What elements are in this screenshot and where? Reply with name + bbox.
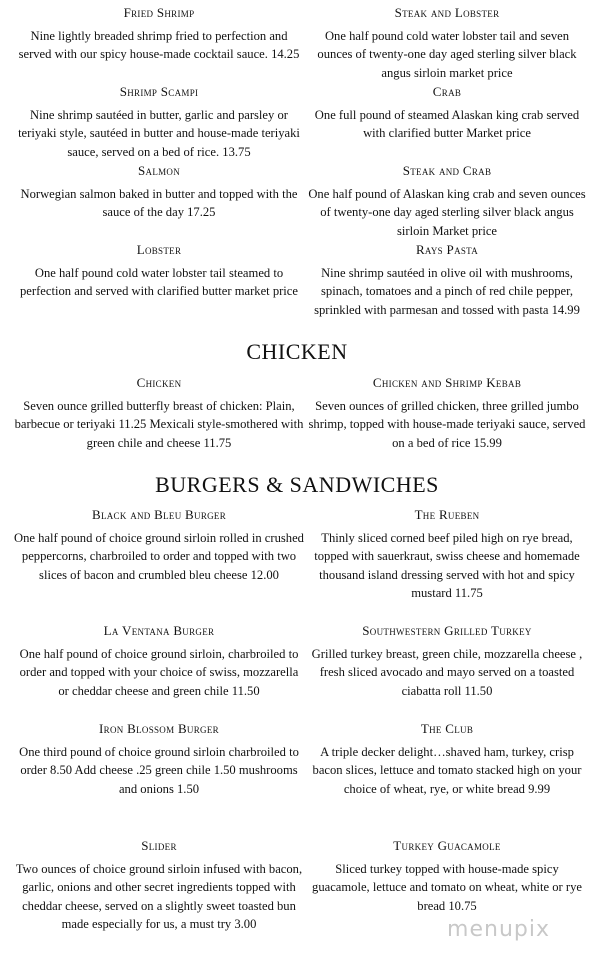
item-name: Fried Shrimp: [123, 5, 195, 20]
menu-item-shrimp-scampi: [14, 83, 304, 161]
item-description: One half pound of choice ground sirloin, charbroiled to order and topped with your choice of swiss, mozzarella or cheddar cheese and green chile 11.50: [19, 646, 299, 698]
menupix-watermark: menupix: [447, 917, 550, 942]
menu-item-southwestern-grilled-turkey: [306, 622, 588, 700]
menu-item-the-club: [306, 720, 588, 798]
item-name: Chicken: [136, 375, 182, 390]
item-name: Black and Bleu Burger: [91, 507, 227, 522]
item-name: Turkey Guacamole: [393, 838, 501, 853]
item-description: Grilled turkey breast, green chile, mozzarella cheese , fresh sliced avocado and mayo served on a toasted ciabatta roll 11.50: [311, 646, 583, 698]
item-description: Nine shrimp sautéed in olive oil with mushrooms, spinach, tomatoes and a pinch of red chile pepper, sprinkled with parmesan and tossed with pasta 14.99: [314, 265, 580, 317]
item-description: One half pound cold water lobster tail steamed to perfection and served with clarified butter market price: [20, 265, 298, 298]
menu-item-slider: [14, 837, 304, 934]
item-name: Shrimp Scampi: [119, 84, 199, 99]
item-name: Southwestern Grilled Turkey: [362, 623, 532, 638]
menu-item-turkey-guacamole: [306, 837, 588, 915]
menu-item-steak-and-crab: [306, 162, 588, 240]
menu-item-black-and-bleu-burger: [14, 506, 304, 584]
menu-item-rays-pasta: [306, 241, 588, 319]
item-description: One half pound of choice ground sirloin rolled in crushed peppercorns, charbroiled to order and topped with two slices of bacon and crumbled bleu cheese 12.00: [14, 530, 304, 582]
item-name: Lobster: [136, 242, 182, 257]
menu-item-the-rueben: [306, 506, 588, 603]
item-name: Steak and Crab: [402, 163, 492, 178]
item-name: Crab: [432, 84, 462, 99]
menu-item-steak-and-lobster: [306, 4, 588, 82]
section-title-burgers-sandwiches: BURGERS & SANDWICHES: [155, 472, 439, 497]
item-description: One third pound of choice ground sirloin charbroiled to order 8.50 Add cheese .25 green chile 1.50 mushrooms and onions 1.50: [19, 744, 299, 796]
item-name: The Club: [420, 721, 474, 736]
item-description: Seven ounces of grilled chicken, three grilled jumbo shrimp, topped with house-made teriyaki sauce, served on a bed of rice 15.99: [308, 398, 586, 450]
item-description: Nine lightly breaded shrimp fried to perfection and served with our spicy house-made cocktail sauce. 14.25: [18, 28, 300, 61]
item-name: Slider: [141, 838, 177, 853]
item-name: La Ventana Burger: [103, 623, 215, 638]
section-title-chicken: CHICKEN: [246, 339, 348, 364]
item-description: Seven ounce grilled butterfly breast of chicken: Plain, barbecue or teriyaki 11.25 Mexicali style-smothered with green chile and cheese 11.75: [14, 398, 304, 450]
menu-item-lobster: [14, 241, 304, 301]
item-description: A triple decker delight…shaved ham, turkey, crisp bacon slices, lettuce and tomato stacked high on your choice of wheat, rye, or white bread 9.99: [312, 744, 582, 796]
menu-item-iron-blossom-burger: [14, 720, 304, 798]
menu-item-chicken: [14, 374, 304, 452]
item-name: Rays Pasta: [415, 242, 479, 257]
item-description: Two ounces of choice ground sirloin infused with bacon, garlic, onions and other secret ingredients topped with cheddar cheese, served on a slightly sweet toasted bun made especially for us, a must try 3.00: [15, 861, 303, 931]
item-name: Salmon: [137, 163, 181, 178]
menu-item-fried-shrimp: [14, 4, 304, 64]
item-description: Sliced turkey topped with house-made spicy guacamole, lettuce and tomato on wheat, white or rye bread 10.75: [312, 861, 582, 913]
menu-item-la-ventana-burger: [14, 622, 304, 700]
item-description: Norwegian salmon baked in butter and topped with the sauce of the day 17.25: [20, 186, 298, 219]
menu-item-salmon: [14, 162, 304, 222]
item-name: Chicken and Shrimp Kebab: [372, 375, 522, 390]
item-name: The Rueben: [414, 507, 480, 522]
item-description: Thinly sliced corned beef piled high on rye bread, topped with sauerkraut, swiss cheese and homemade thousand island dressing served with hot and spicy mustard 11.75: [314, 530, 580, 600]
item-description: One half pound cold water lobster tail and seven ounces of twenty-one day aged sterling silver black angus sirloin market price: [317, 28, 577, 80]
item-name: Steak and Lobster: [394, 5, 500, 20]
item-description: One half pound of Alaskan king crab and seven ounces of twenty-one day aged sterling silver black angus sirloin Market price: [308, 186, 586, 238]
menu-item-chicken-and-shrimp-kebab: [306, 374, 588, 452]
item-name: Iron Blossom Burger: [99, 721, 219, 736]
menu-item-crab: [306, 83, 588, 143]
item-description: Nine shrimp sautéed in butter, garlic and parsley or teriyaki style, sautéed in butter and house-made teriyaki sauce, served on a bed of rice. 13.75: [18, 107, 300, 159]
item-description: One full pound of steamed Alaskan king crab served with clarified butter Market price: [314, 107, 580, 140]
